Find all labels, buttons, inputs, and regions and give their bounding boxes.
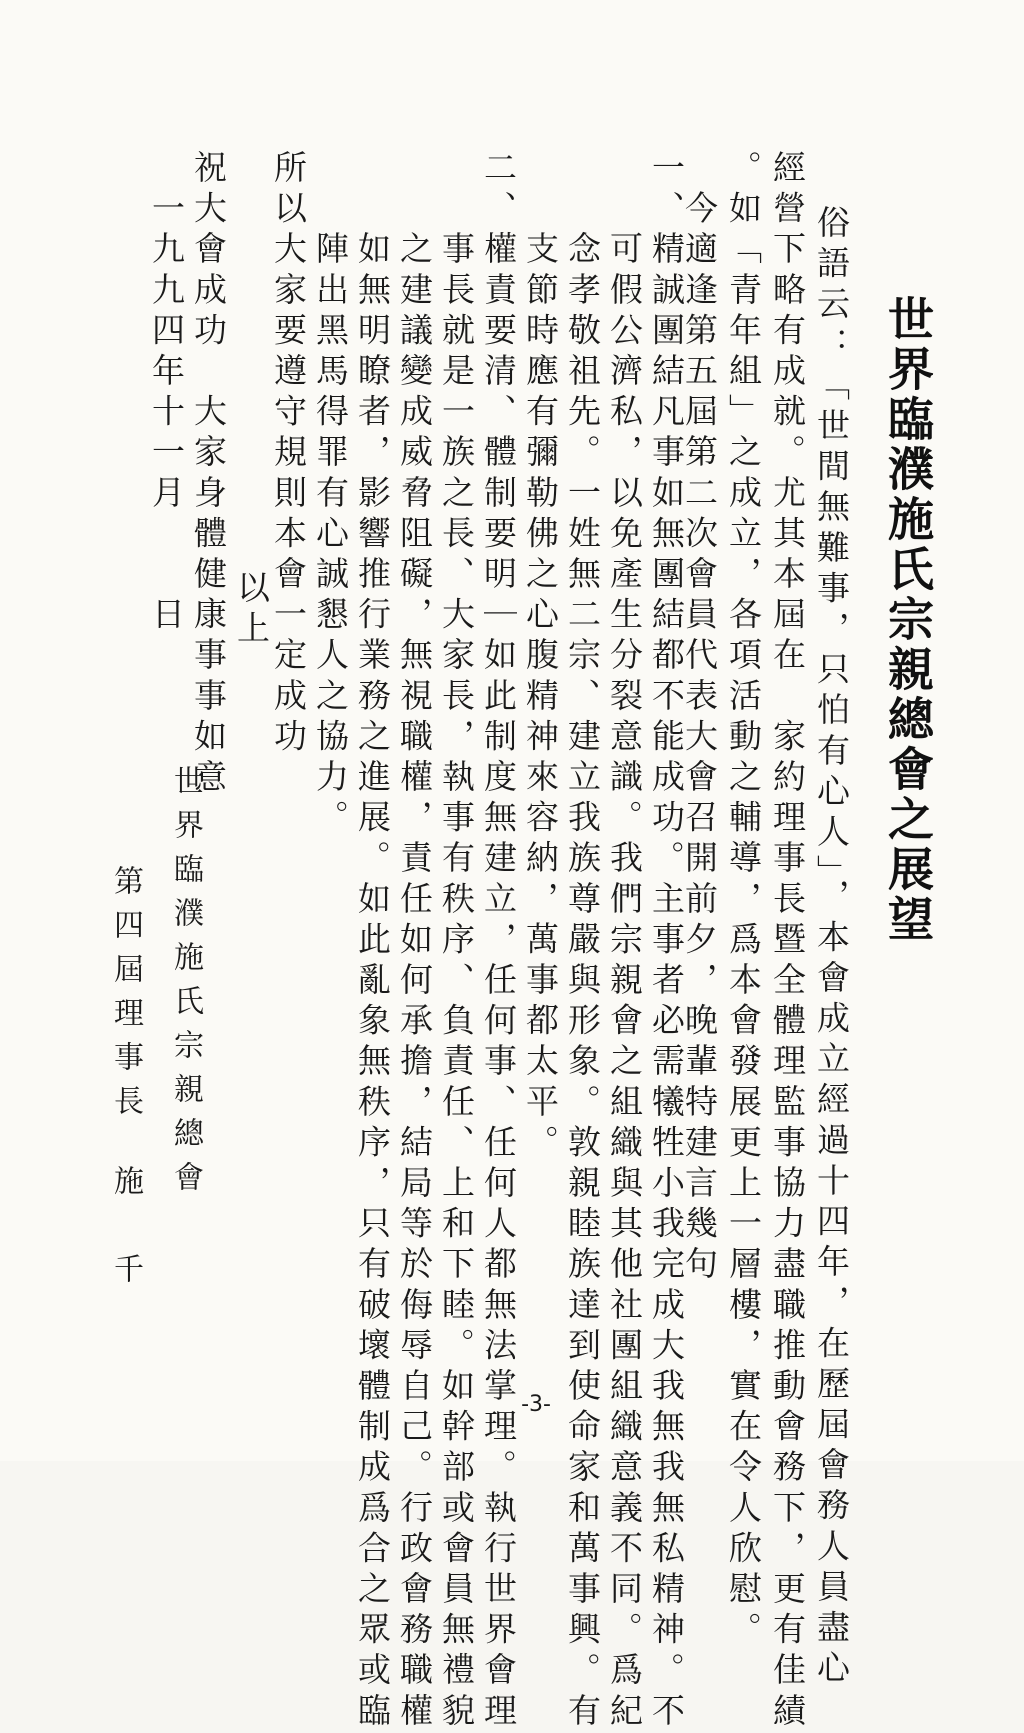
body-column-17: 一九九四年十一月 日 (147, 150, 186, 638)
signature-position: 第四屆理事長 (108, 865, 143, 1129)
body-column-10: 事長就是一族之長、大家長，執事有秩序、負責任、上和下睦。如幹部或會員無禮貌 (437, 150, 476, 1733)
document-title: 世界臨濮施氏宗親總會之展望 (881, 295, 935, 945)
body-column-2: 經營下略有成就。尤其本屆在 家約理事長暨全體理監事協力盡職推動會務下，更有佳績 (768, 150, 807, 1733)
body-column-14: 所以大家要遵守規則本會一定成功 (269, 150, 308, 759)
body-column-15: 以上 (232, 570, 271, 652)
body-column-1: 俗語云：「世間無難事，只怕有心人」，本會成立經過十四年，在歷屆會務人員盡心 (812, 205, 851, 1691)
body-column-11: 之建議變成威脅阻礙，無視職權，責任如何承擔，結局等於侮辱自己。行政會務職權 (395, 150, 434, 1733)
body-column-7: 念孝敬祖先。一姓無二宗、建立我族尊嚴與形象。敦親睦族達到使命家和萬事興。有 (563, 150, 602, 1733)
body-column-16: 祝大會成功 大家身體健康事事如意 (189, 150, 228, 800)
body-column-5: 一、精誠團結凡事如無團結都不能成功。主事者必需犧牲小我完成大我無我無私精神。不 (647, 150, 686, 1733)
body-column-8: 支節時應有彌勒佛之心腹精神來容納，萬事都太平。 (521, 150, 560, 1165)
body-column-6: 可假公濟私，以免產生分裂意識。我們宗親會之組織與其他社團組織意義不同。爲紀 (605, 150, 644, 1733)
body-column-4: 今適逢第五屆第二次會員代表大會召開前夕，晚輩特建言幾句 (680, 150, 719, 1287)
signature-organization: 世界臨濮施氏宗親總會 (168, 765, 203, 1205)
page-number: -3- (521, 1392, 551, 1417)
body-column-9: 二、權責要清、體制要明｜如此制度無建立，任何事、任何人都無法掌理。執行世界會理 (479, 150, 518, 1733)
signature-name: 施 千 (108, 1165, 143, 1297)
body-column-13: 陣出黑馬得罪有心誠懇人之協力。 (311, 150, 350, 841)
body-column-3: 。如「青年組」之成立，各項活動之輔導，爲本會發展更上一層樓，實在令人欣慰。 (724, 150, 763, 1653)
body-column-12: 如無明瞭者，影響推行業務之進展。如此亂象無秩序，只有破壞體制成爲合之眾或臨 (353, 150, 392, 1733)
